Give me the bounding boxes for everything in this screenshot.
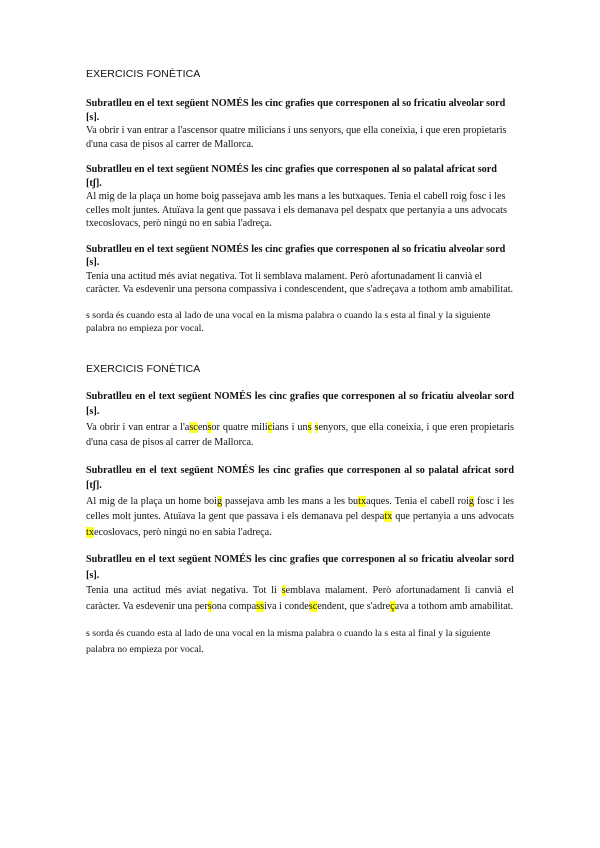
- text-run: ona compa: [211, 600, 257, 612]
- exercise-3: [86, 243, 514, 297]
- highlighted-grapheme: sc: [189, 421, 198, 433]
- text-run: passejava amb les mans a les bu: [222, 495, 359, 507]
- highlighted-grapheme: g: [468, 495, 475, 507]
- exercise-text: Al mig de la plaça un home boig passejava amb les mans a les butxaques. Tenia el cabell roig fosc i les celles molt juntes. Atuïava la gent que passava i els demanava pel despatx que pertanyia a uns advocats txecoslovacs, però ningú no en sabia l'adreça.: [86, 191, 507, 229]
- text-run: aques. Tenia el cabell roi: [366, 495, 469, 507]
- exercise-instruction: Subratlleu en el text següent NOMÉS les cinc grafies que corresponen al so palatal africat sord [tʃ].: [86, 464, 514, 491]
- highlighted-grapheme: s: [207, 421, 212, 433]
- answer-exercise-3: [86, 552, 514, 614]
- exercise-instruction: Subratlleu en el text següent NOMÉS les cinc grafies que corresponen al so fricatiu alveolar sord [s].: [86, 243, 506, 268]
- answer-exercise-1: [86, 389, 514, 451]
- text-run: ians i un: [272, 421, 308, 433]
- highlighted-grapheme: s: [281, 585, 286, 596]
- text-run: iva i conde: [264, 600, 309, 612]
- text-run: en: [197, 421, 208, 433]
- highlighted-grapheme: tx: [384, 511, 393, 522]
- highlighted-grapheme: g: [216, 495, 223, 507]
- text-run: or quatre mili: [211, 421, 268, 433]
- exercise-instruction: Subratlleu en el text següent NOMÉS les cinc grafies que corresponen al so fricatiu alveolar sord [s].: [86, 98, 506, 123]
- exercise-text: Va obrir i van entrar a l'ascensor quatre milicians i uns senyors, que ella coneixia, i que eren propietaris d'una casa de pisos al carrer de Mallorca.: [86, 125, 507, 150]
- document-title: EXERCICIS FONÈTICA: [86, 68, 201, 80]
- note-text: s sorda és cuando esta al lado de una vocal en la misma palabra o cuando la s esta al final y la siguiente palabra no empieza por vocal.: [86, 628, 491, 655]
- exercise-instruction: Subratlleu en el text següent NOMÉS les cinc grafies que corresponen al so palatal africat sord [tʃ].: [86, 164, 497, 189]
- highlighted-text: [86, 420, 514, 451]
- highlighted-grapheme: s: [207, 600, 212, 612]
- highlighted-grapheme: ç: [390, 600, 395, 612]
- text-run: que pertanyia a uns advocats: [392, 511, 514, 522]
- document-page: [86, 68, 514, 657]
- text-run: ecoslovacs, però ningú no en sabia l'adreça.: [93, 526, 272, 538]
- text-run: Al mig de la plaça un home boi: [86, 495, 217, 507]
- exercise-instruction: Subratlleu en el text següent NOMÉS les cinc grafies que corresponen al so fricatiu alveolar sord [s].: [86, 554, 514, 581]
- text-run: fosc i les celles molt juntes. Atuïava la gent que passava i els demanava pel despa: [86, 495, 514, 522]
- note-text: s sorda és cuando esta al lado de una vocal en la misma palabra o cuando la s esta al final y la siguiente palabra no empieza por vocal.: [86, 309, 491, 334]
- highlighted-grapheme: tx: [86, 526, 94, 538]
- highlighted-grapheme: ss: [256, 600, 265, 612]
- exercise-2: [86, 163, 514, 231]
- highlighted-text: [86, 583, 514, 614]
- exercise-1: [86, 97, 514, 151]
- text-run: enyors, que ella coneixia, i que eren propietaris d'una casa de pisos al carrer de Mallorca.: [86, 421, 515, 448]
- highlighted-grapheme: s: [314, 421, 319, 433]
- document-title-repeat: EXERCICIS FONÈTICA: [86, 362, 201, 375]
- text-run: emblava malament. Però afortunadament li canvià el caràcter. Va esdevenir una per: [86, 585, 514, 612]
- highlighted-grapheme: sc: [308, 600, 318, 612]
- section-answers: [86, 363, 514, 658]
- highlighted-grapheme: tx: [358, 495, 367, 507]
- exercise-instruction: Subratlleu en el text següent NOMÉS les cinc grafies que corresponen al so fricatiu alveolar sord [s].: [86, 390, 514, 417]
- highlighted-grapheme: c: [267, 421, 273, 433]
- highlighted-grapheme: s: [307, 421, 312, 433]
- text-run: Tenia una actitud més aviat negativa. Tot li: [86, 585, 282, 596]
- text-run: Va obrir i van entrar a l'a: [86, 421, 190, 433]
- text-run: endent, que s'adre: [317, 600, 391, 612]
- highlighted-text: [86, 494, 514, 541]
- text-run: ava a tothom amb amabilitat.: [394, 600, 514, 612]
- answer-exercise-2: [86, 463, 514, 541]
- exercise-text: Tenia una actitud més aviat negativa. Tot li semblava malament. Però afortunadament li canvià el caràcter. Va esdevenir una persona compassiva i condescendent, que s'adreçava a tothom amb amabilitat.: [86, 270, 514, 295]
- section-original: [86, 68, 514, 336]
